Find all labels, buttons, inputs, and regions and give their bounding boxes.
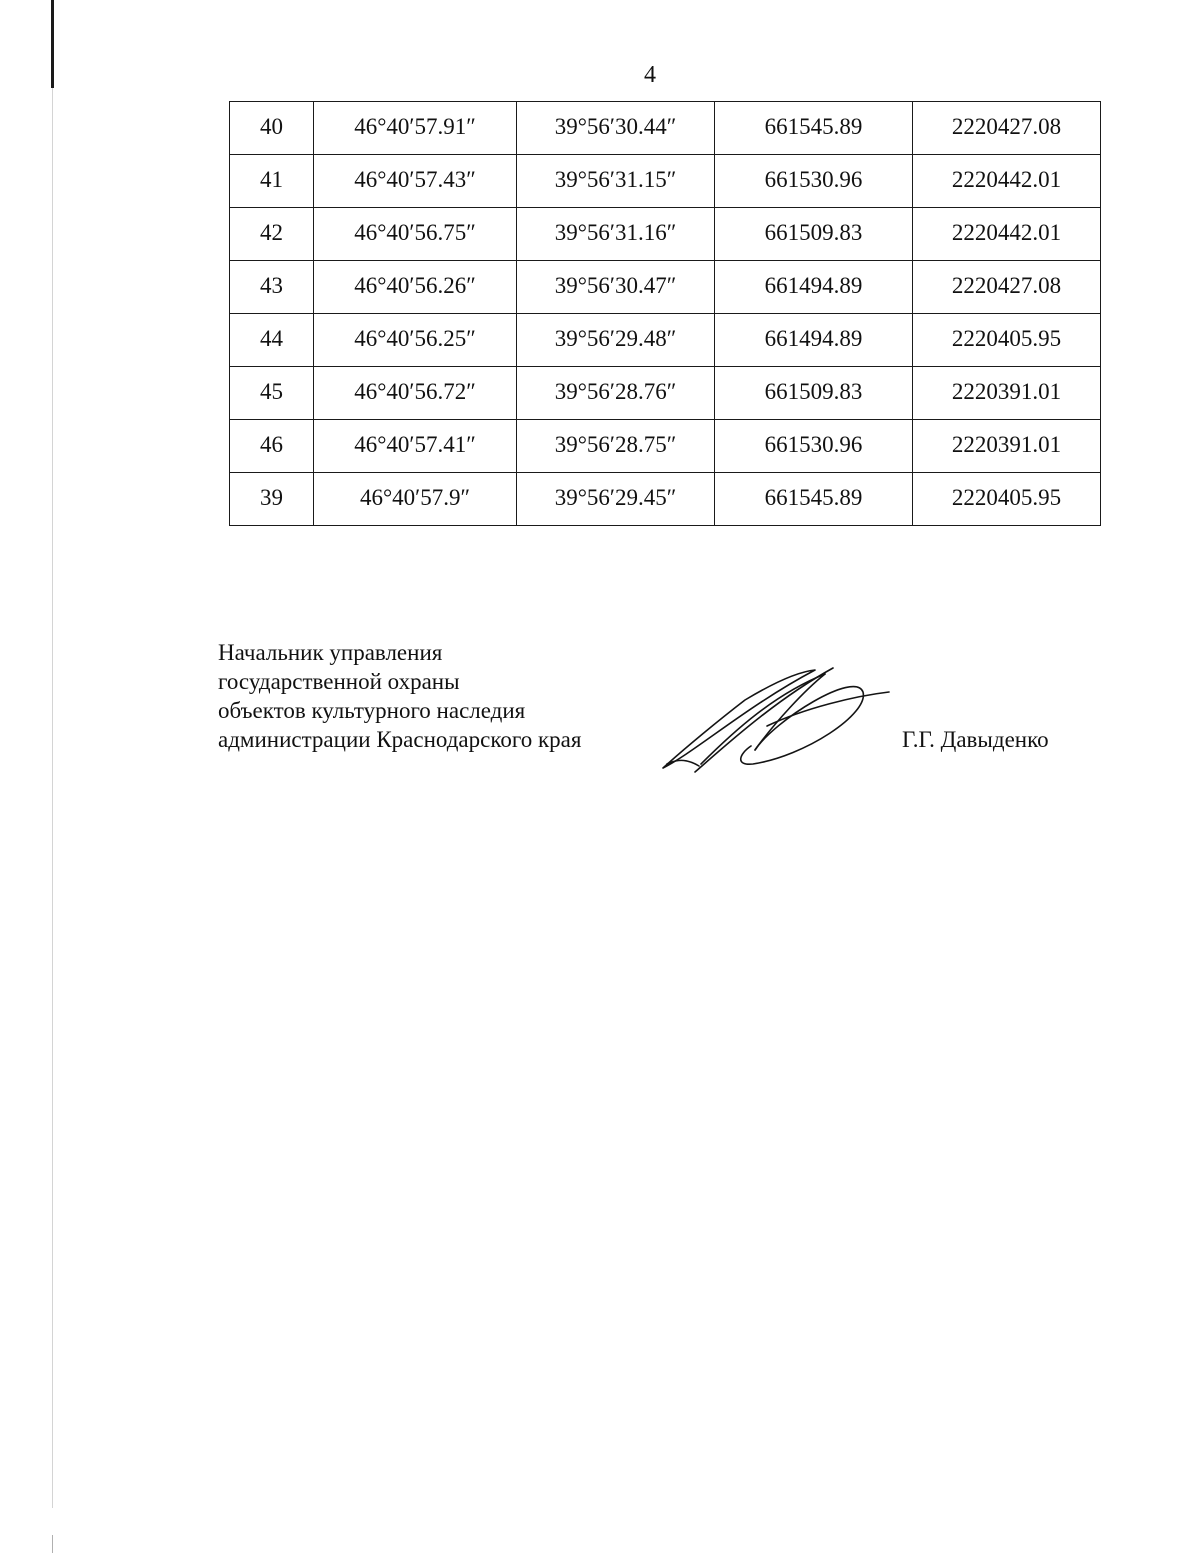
cell-text: 2220442.01 [951,166,1062,192]
point-number-cell [230,473,314,526]
latitude-cell [314,473,517,526]
cell-text: 39°56′31.15″ [554,166,677,192]
x-coordinate-cell [715,314,913,367]
cell-text: 46°40′57.43″ [354,166,476,192]
x-coordinate-cell [715,208,913,261]
cell-text: 46°40′57.41″ [354,431,476,457]
point-number-cell [230,155,314,208]
longitude-cell [517,261,715,314]
x-coordinate-cell [715,261,913,314]
point-number-cell [230,261,314,314]
point-number-cell [230,314,314,367]
cell-text: 2220427.08 [951,113,1062,139]
point-number-cell [230,102,314,155]
signer-position-line: администрации Краснодарского края [218,727,582,752]
x-coordinate-cell [715,367,913,420]
cell-text: 661545.89 [764,484,863,510]
cell-text: 2220391.01 [951,431,1062,457]
cell-text: 39 [260,484,283,510]
cell-text: 661545.89 [764,113,863,139]
cell-text: 39°56′29.45″ [554,484,677,510]
cell-text: 46°40′57.9″ [359,484,471,510]
cell-text: 46°40′57.91″ [354,113,476,139]
cell-text: 43 [260,272,283,298]
y-coordinate-cell [913,473,1101,526]
cell-text: 46°40′56.75″ [354,219,476,245]
table-row [230,102,1101,155]
table-row [230,367,1101,420]
coordinates-table-body [230,102,1101,526]
latitude-cell [314,314,517,367]
cell-text: 39°56′28.75″ [554,431,677,457]
scan-edge [52,1535,53,1553]
x-coordinate-cell [715,473,913,526]
cell-text: 2220442.01 [951,219,1062,245]
cell-text: 46 [260,431,283,457]
scan-edge [51,0,54,88]
table-row [230,208,1101,261]
cell-text: 42 [260,219,283,245]
latitude-cell [314,420,517,473]
cell-text: 44 [260,325,283,351]
longitude-cell [517,208,715,261]
longitude-cell [517,102,715,155]
page-number: 4 [644,62,656,88]
cell-text: 39°56′30.47″ [554,272,677,298]
longitude-cell [517,420,715,473]
latitude-cell [314,155,517,208]
latitude-cell [314,102,517,155]
signer-position-line: Начальник управления [218,640,443,665]
cell-text: 661494.89 [764,272,863,298]
scan-edge [52,88,53,1508]
handwritten-signature [655,660,895,780]
cell-text: 45 [260,378,283,404]
cell-text: 661509.83 [764,378,863,404]
latitude-cell [314,261,517,314]
latitude-cell [314,208,517,261]
cell-text: 39°56′28.76″ [554,378,677,404]
signer-position [218,638,581,754]
cell-text: 2220405.95 [951,484,1062,510]
cell-text: 39°56′31.16″ [554,219,677,245]
point-number-cell [230,367,314,420]
cell-text: 2220427.08 [951,272,1062,298]
cell-text: 661494.89 [764,325,863,351]
cell-text: 41 [260,166,283,192]
table-row [230,473,1101,526]
x-coordinate-cell [715,155,913,208]
table-row [230,261,1101,314]
y-coordinate-cell [913,102,1101,155]
cell-text: 39°56′30.44″ [554,113,677,139]
cell-text: 2220405.95 [951,325,1062,351]
table-row [230,420,1101,473]
x-coordinate-cell [715,102,913,155]
longitude-cell [517,155,715,208]
y-coordinate-cell [913,420,1101,473]
point-number-cell [230,208,314,261]
cell-text: 40 [260,113,283,139]
latitude-cell [314,367,517,420]
signer-name: Г.Г. Давыденко [902,727,1049,752]
cell-text: 46°40′56.72″ [354,378,476,404]
cell-text: 39°56′29.48″ [554,325,677,351]
cell-text: 661530.96 [764,166,863,192]
cell-text: 46°40′56.25″ [354,325,476,351]
y-coordinate-cell [913,155,1101,208]
signer-position-line: объектов культурного наследия [218,698,526,723]
x-coordinate-cell [715,420,913,473]
cell-text: 661509.83 [764,219,863,245]
longitude-cell [517,473,715,526]
cell-text: 2220391.01 [951,378,1062,404]
longitude-cell [517,367,715,420]
point-number-cell [230,420,314,473]
y-coordinate-cell [913,314,1101,367]
table-row [230,314,1101,367]
y-coordinate-cell [913,208,1101,261]
signer-position-line: государственной охраны [218,669,460,694]
coordinates-table [229,101,1101,526]
longitude-cell [517,314,715,367]
cell-text: 46°40′56.26″ [354,272,476,298]
y-coordinate-cell [913,367,1101,420]
table-row [230,155,1101,208]
cell-text: 661530.96 [764,431,863,457]
y-coordinate-cell [913,261,1101,314]
